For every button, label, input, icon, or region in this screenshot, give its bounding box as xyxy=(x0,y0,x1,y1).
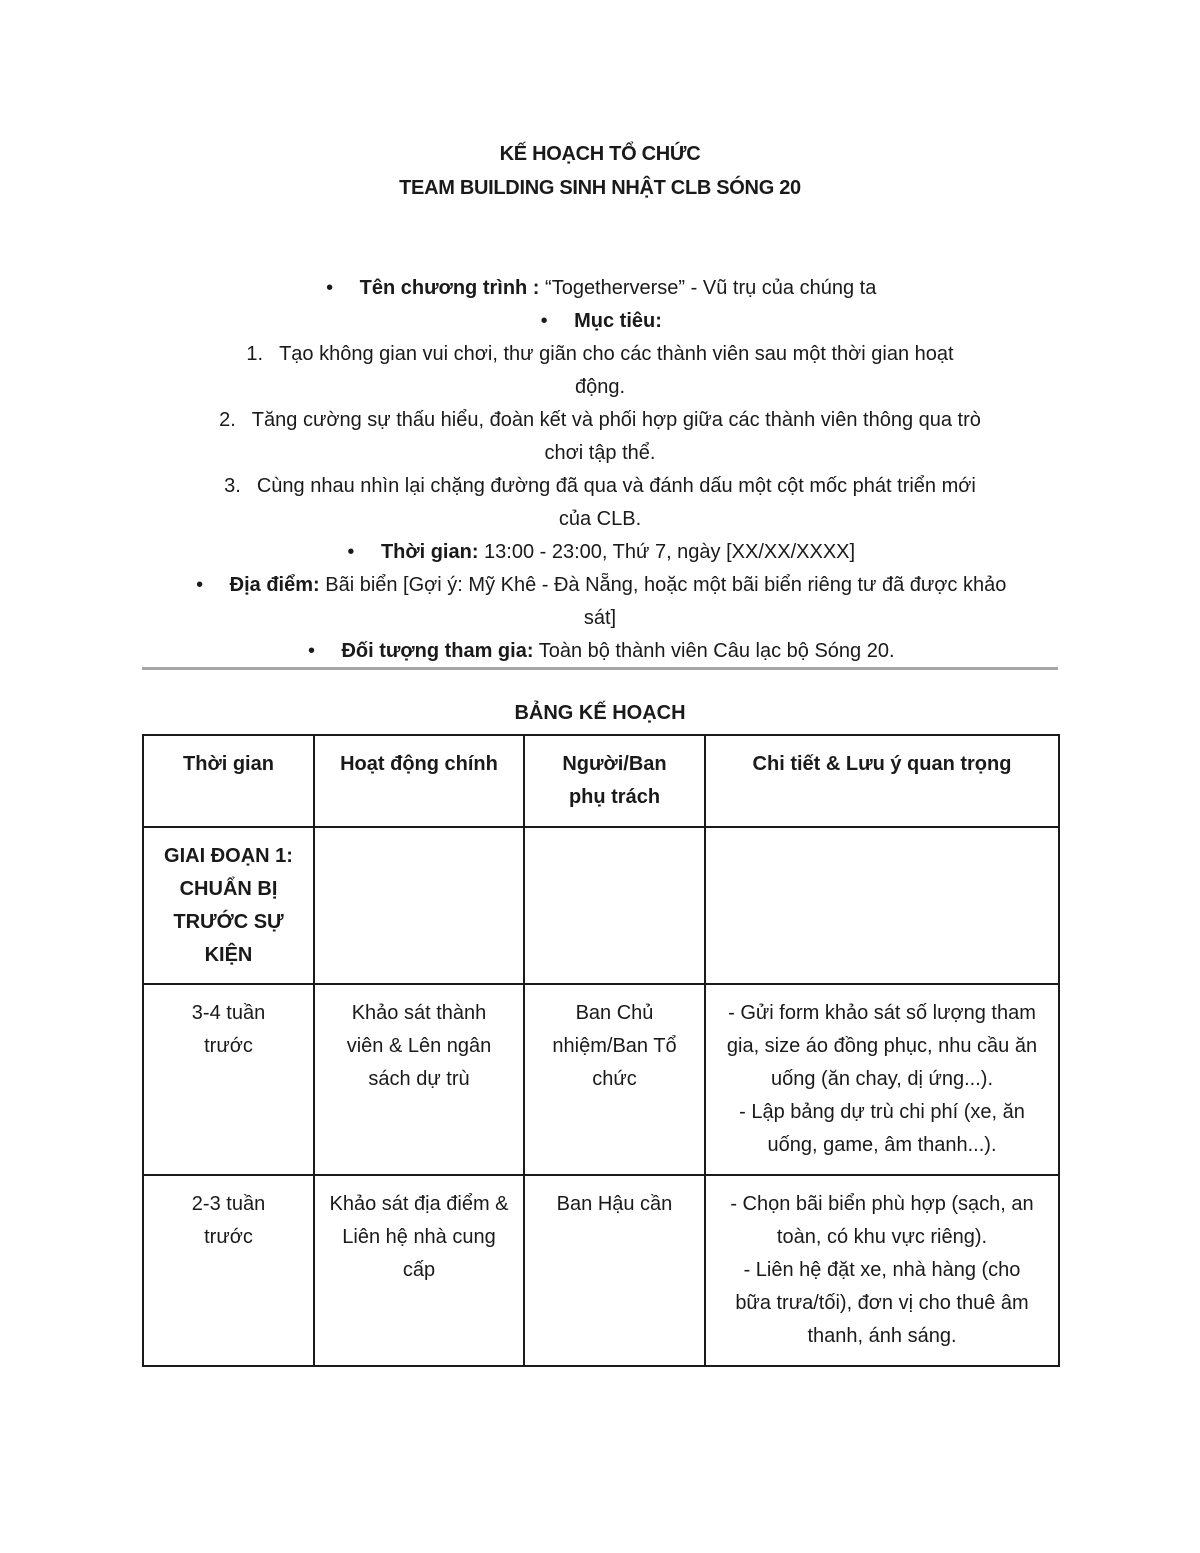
audience-value: Toàn bộ thành viên Câu lạc bộ Sóng 20. xyxy=(533,640,895,662)
place-label: Địa điểm: xyxy=(229,574,320,596)
goals-item xyxy=(0,305,1200,338)
cell-details xyxy=(705,1175,1059,1366)
cell-details xyxy=(705,984,1059,1175)
audience-label: Đối tượng tham gia: xyxy=(341,640,534,662)
table-row xyxy=(143,1175,1059,1366)
cell-owner xyxy=(524,827,705,984)
cell-time: 3-4 tuần trước xyxy=(143,984,314,1175)
cell-time: 2-3 tuần trước xyxy=(143,1175,314,1366)
cell-time: GIAI ĐOẠN 1: CHUẨN BỊ TRƯỚC SỰ KIỆN xyxy=(143,827,314,984)
header-time: Thời gian xyxy=(143,735,314,827)
detail-line: - Chọn bãi biển phù hợp (sạch, an toàn, có khu vực riêng). xyxy=(730,1193,1034,1248)
goal-3-line-a xyxy=(0,470,1200,503)
doc-title-line1: KẾ HOẠCH TỔ CHỨC xyxy=(499,143,701,165)
detail-line: - Gửi form khảo sát số lượng tham gia, size áo đồng phục, nhu cầu ăn uống (ăn chay, dị ứng...). xyxy=(726,1002,1038,1090)
goal-number: 3. xyxy=(224,475,241,497)
place-item xyxy=(0,569,1200,602)
header-details: Chi tiết & Lưu ý quan trọng xyxy=(705,735,1059,827)
table-row xyxy=(143,984,1059,1175)
goal-text: Tạo không gian vui chơi, thư giãn cho các thành viên sau một thời gian hoạt xyxy=(279,343,954,365)
goal-2-line-a xyxy=(0,404,1200,437)
goal-1-line-b: động. xyxy=(574,376,626,398)
time-label: Thời gian: xyxy=(380,541,479,563)
bullet-icon: • xyxy=(307,640,315,662)
audience-item xyxy=(0,635,1200,668)
cell-owner: Ban Chủ nhiệm/Ban Tổ chức xyxy=(524,984,705,1175)
bullet-icon: • xyxy=(196,574,204,596)
cell-activity: Khảo sát thành viên & Lên ngân sách dự trù xyxy=(314,984,524,1175)
bullet-icon: • xyxy=(326,277,334,299)
header-activity: Hoạt động chính xyxy=(314,735,524,827)
horizontal-divider xyxy=(142,667,1058,670)
goal-1-line-a xyxy=(0,338,1200,371)
header-owner: Người/Ban phụ trách xyxy=(524,735,705,827)
goal-number: 2. xyxy=(219,409,236,431)
detail-line: - Lập bảng dự trù chi phí (xe, ăn uống, game, âm thanh...). xyxy=(739,1101,1025,1156)
table-header-row xyxy=(143,735,1059,827)
time-value: 13:00 - 23:00, Thứ 7, ngày [XX/XX/XXXX] xyxy=(478,541,856,563)
bullet-icon: • xyxy=(540,310,548,332)
doc-title-line2: TEAM BUILDING SINH NHẬT CLB SÓNG 20 xyxy=(399,177,801,199)
detail-line: - Liên hệ đặt xe, nhà hàng (cho bữa trưa/tối), đơn vị cho thuê âm thanh, ánh sáng. xyxy=(735,1259,1029,1347)
goal-text: Cùng nhau nhìn lại chặng đường đã qua và đánh dấu một cột mốc phát triển mới xyxy=(256,475,976,497)
time-item xyxy=(0,536,1200,569)
table-row xyxy=(143,827,1059,984)
table-title: BẢNG KẾ HOẠCH xyxy=(514,702,686,724)
goal-3-line-b: của CLB. xyxy=(558,508,642,530)
place-value: Bãi biển [Gợi ý: Mỹ Khê - Đà Nẵng, hoặc một bãi biển riêng tư đã được khảo xyxy=(319,574,1007,596)
place-item-cont: sát] xyxy=(583,607,617,629)
goal-2-line-b: chơi tập thể. xyxy=(544,442,656,464)
cell-activity: Khảo sát địa điểm & Liên hệ nhà cung cấp xyxy=(314,1175,524,1366)
plan-table xyxy=(142,734,1060,1367)
goal-text: Tăng cường sự thấu hiểu, đoàn kết và phối hợp giữa các thành viên thông qua trò xyxy=(251,409,981,431)
cell-owner: Ban Hậu cần xyxy=(524,1175,705,1366)
cell-activity xyxy=(314,827,524,984)
goal-number: 1. xyxy=(246,343,264,365)
bullet-icon: • xyxy=(347,541,355,563)
program-value: “Togetherverse” - Vũ trụ của chúng ta xyxy=(545,277,877,299)
goals-label: Mục tiêu: xyxy=(574,310,662,332)
program-label: Tên chương trình : xyxy=(359,277,540,299)
cell-details xyxy=(705,827,1059,984)
program-name-item xyxy=(0,272,1200,305)
